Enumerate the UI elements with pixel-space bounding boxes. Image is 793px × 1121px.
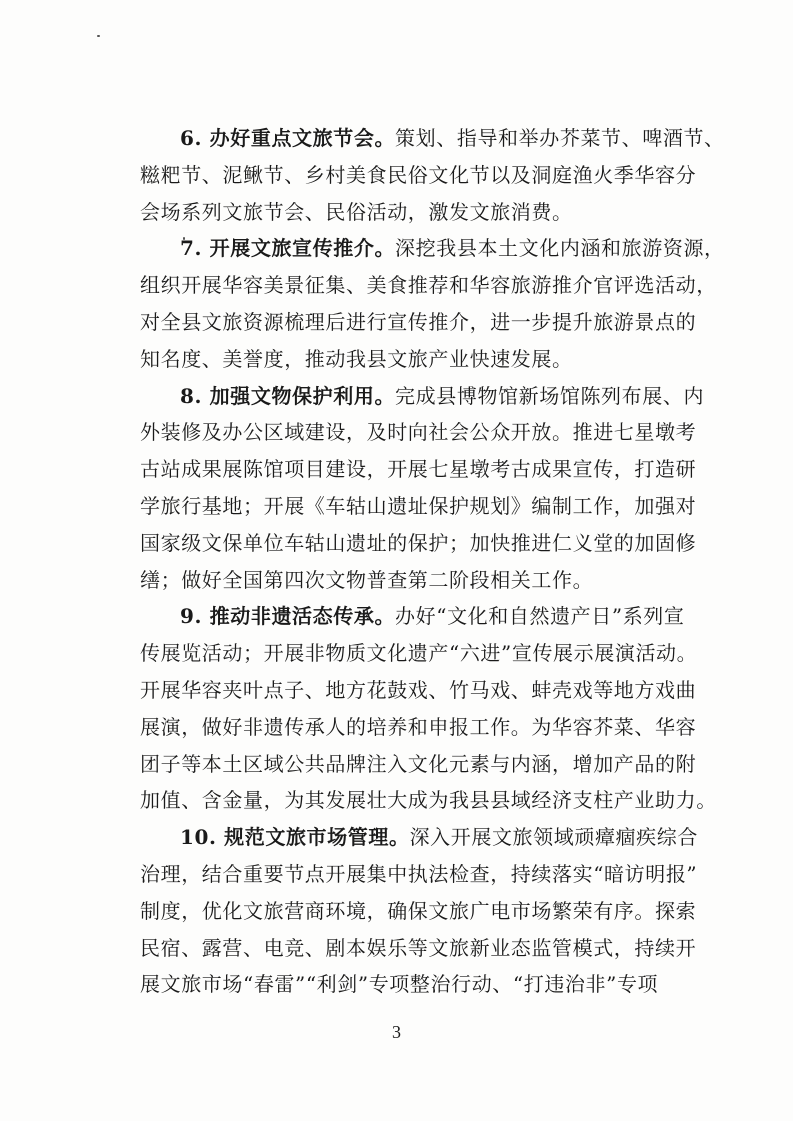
line-text: 组织开展华容美景征集、美食推荐和华容旅游推介官评选活动， bbox=[140, 273, 717, 298]
line-text: 策划、指导和举办芥菜节、啤酒节、 bbox=[395, 126, 725, 150]
line-text: 民宿、露营、电竞、剧本娱乐等文旅新业态监管模式，持续开 bbox=[140, 935, 697, 960]
line-text: 国家级文保单位车轱山遗址的保护；加快推进仁义堂的加固修 bbox=[140, 530, 697, 555]
line-text: 开展华容夹叶点子、地方花鼓戏、竹马戏、蚌壳戏等地方戏曲 bbox=[140, 677, 697, 702]
text-line bbox=[140, 488, 716, 525]
section-first-line bbox=[140, 230, 725, 267]
text-line bbox=[140, 341, 716, 378]
text-line bbox=[140, 194, 716, 231]
text-line bbox=[140, 893, 716, 930]
section-heading: 10. 规范文旅市场管理。 bbox=[180, 825, 410, 850]
section-heading: 6. 办好重点文旅节会。 bbox=[180, 126, 396, 150]
line-text: 团子等本土区域公共品牌注入文化元素与内涵，增加产品的附 bbox=[140, 751, 697, 776]
text-line bbox=[140, 930, 716, 967]
line-text: 展演，做好非遗传承人的培养和申报工作。为华容芥菜、华容 bbox=[140, 714, 697, 739]
line-text: 制度，优化文旅营商环境，确保文旅广电市场繁荣有序。探索 bbox=[140, 898, 697, 923]
section-first-line bbox=[140, 598, 716, 635]
text-line bbox=[140, 709, 716, 746]
line-text: 深入开展文旅领域顽瘴痼疾综合 bbox=[409, 825, 698, 850]
line-text: 知名度、美誉度，推动我县文旅产业快速发展。 bbox=[140, 346, 573, 371]
section-first-line bbox=[140, 120, 725, 157]
document-body bbox=[140, 120, 725, 1003]
section-first-line bbox=[140, 819, 716, 856]
text-line bbox=[140, 267, 716, 304]
section-heading: 8. 加强文物保护利用。 bbox=[180, 383, 396, 408]
line-text: 缮；做好全国第四次文物普查第二阶段相关工作。 bbox=[140, 567, 594, 592]
section-first-line bbox=[140, 378, 716, 415]
text-line bbox=[140, 157, 716, 194]
text-line bbox=[140, 414, 716, 451]
line-text: 会场系列文旅节会、民俗活动，激发文旅消费。 bbox=[140, 199, 573, 224]
text-line bbox=[140, 856, 716, 893]
page-number: 3 bbox=[392, 1022, 401, 1042]
line-text: 对全县文旅资源梳理后进行宣传推介，进一步提升旅游景点的 bbox=[140, 309, 697, 334]
line-text: 外装修及办公区域建设，及时向社会公众开放。推进七星墩考 bbox=[140, 420, 697, 445]
line-text: 糍粑节、泥鳅节、乡村美食民俗文化节以及洞庭渔火季华容分 bbox=[140, 162, 697, 187]
line-text: 古站成果展陈馆项目建设，开展七星墩考古成果宣传，打造研 bbox=[140, 457, 697, 482]
text-line bbox=[140, 782, 716, 819]
line-text: 传展览活动；开展非物质文化遗产“六进”宣传展示展演活动。 bbox=[140, 641, 698, 666]
line-text: 办好“文化和自然遗产日”系列宣 bbox=[395, 604, 685, 629]
line-text: 加值、含金量，为其发展壮大成为我县县域经济支柱产业助力。 bbox=[140, 788, 717, 813]
line-text: 学旅行基地；开展《车轱山遗址保护规划》编制工作，加强对 bbox=[140, 493, 697, 518]
line-text: 展文旅市场“春雷”“利剑”专项整治行动、“打违治非”专项 bbox=[140, 972, 659, 997]
text-line bbox=[140, 525, 716, 562]
text-line bbox=[140, 746, 716, 783]
line-text: 治理，结合重要节点开展集中执法检查，持续落实“暗访明报” bbox=[140, 861, 698, 886]
text-line bbox=[140, 635, 716, 672]
line-text: 深挖我县本土文化内涵和旅游资源， bbox=[395, 236, 725, 261]
scan-speck bbox=[97, 35, 100, 37]
text-line bbox=[140, 451, 716, 488]
line-text: 完成县博物馆新场馆陈列布展、内 bbox=[395, 383, 705, 408]
text-line bbox=[140, 672, 716, 709]
text-line bbox=[140, 304, 716, 341]
section-heading: 7. 开展文旅宣传推介。 bbox=[180, 236, 396, 261]
text-line bbox=[140, 562, 716, 599]
section-heading: 9. 推动非遗活态传承。 bbox=[180, 604, 396, 629]
text-line bbox=[140, 966, 716, 1003]
